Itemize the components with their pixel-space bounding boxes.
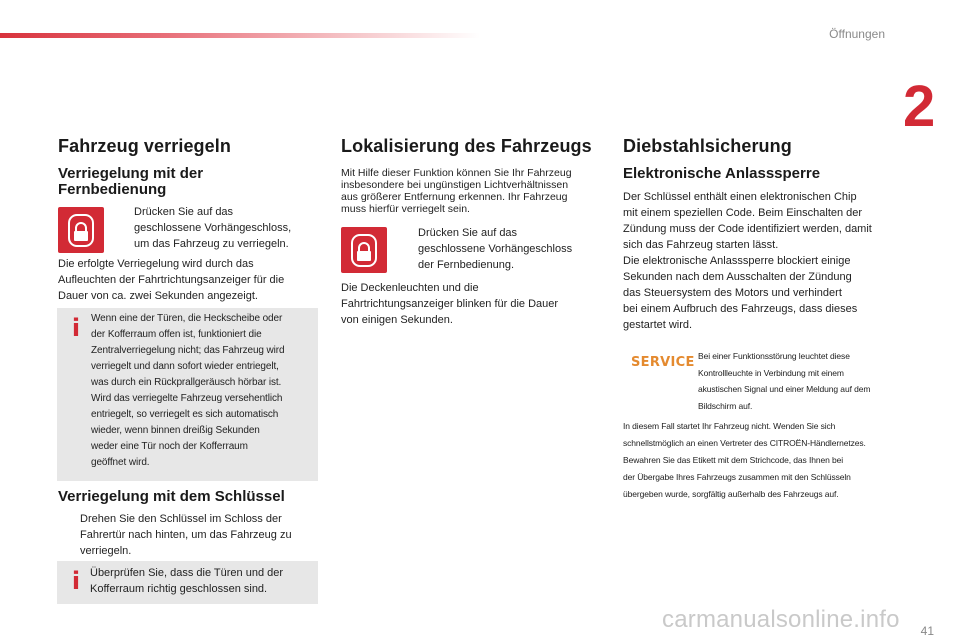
- subsection-title-remote: Verriegelung mit der Fernbedienung: [58, 165, 204, 198]
- info-box-doors-open: [57, 308, 318, 481]
- chapter-title: Öffnungen: [829, 27, 885, 41]
- service-warning-icon: SERVICE: [631, 355, 695, 370]
- service-warning-text: Bei einer Funktionsstörung leuchtet diese Kontrollleuchte in Verbindung mit einem akustischen Signal und einer Meldung auf dem Bildschirm auf.: [698, 351, 871, 411]
- section-title-lock: Fahrzeug verriegeln: [58, 136, 231, 156]
- info-box-check-doors: [57, 561, 318, 604]
- page-number: 41: [920, 624, 934, 638]
- info-text-check-doors: Überprüfen Sie, dass die Türen und der Kofferraum richtig geschlossen sind.: [90, 567, 284, 595]
- subsection-title-immobiliser: Elektronische Anlasssperre: [623, 165, 821, 182]
- watermark: carmanualsonline.info: [662, 606, 900, 633]
- chapter-number: 2: [903, 74, 936, 139]
- lock-remote-icon: [58, 207, 104, 253]
- subsection-title-key: Verriegelung mit dem Schlüssel: [58, 488, 285, 505]
- remote-lock-instruction: Drücken Sie auf das geschlossene Vorhängeschloss, um das Fahrzeug zu verriegeln.: [134, 206, 292, 250]
- lock-confirmation-text: Die erfolgte Verriegelung wird durch das Aufleuchten der Fahrtrichtungsanzeiger für die Dauer von ca. zwei Sekunden angezeigt.: [58, 258, 285, 302]
- info-icon: i: [71, 314, 81, 342]
- locate-intro-text: Mit Hilfe dieser Funktion können Sie Ihr Fahrzeug insbesondere bei ungünstigen Lichtverhältnissen aus größerer Entfernung erkennen. Ihr Fahrzeug muss hierfür verriegelt sein.: [341, 167, 572, 215]
- info-text-doors-open: Wenn eine der Türen, die Heckscheibe oder der Kofferraum offen ist, funktioniert die Zentralverriegelung nicht; das Fahrzeug wird verriegelt und dann sofort wieder entriegelt, was durch ein Rückprallgeräusch hörbar ist. Wird das verriegelte Fahrzeug versehentlich entriegelt, so verriegelt es sich automatisch wieder, wenn binnen dreißig Sekunden weder eine Tür noch der Kofferraum geöffnet wird.: [91, 313, 285, 468]
- immobiliser-text: Der Schlüssel enthält einen elektronischen Chip mit einem speziellen Code. Beim Einschalten der Zündung muss der Code identifiziert werden, damit sich das Fahrzeug starten lässt. Die elektronische Anlasssperre blockiert einige Sekunden nach dem Ausschalten der Zündung das Steuersystem des Motors und verhindert bei einem Aufbruch des Fahrzeugs, dass dieses gestartet wird.: [623, 191, 872, 331]
- key-lock-instruction: Drehen Sie den Schlüssel im Schloss der Fahrertür nach hinten, um das Fahrzeug zu verriegeln.: [80, 513, 292, 557]
- locate-instruction: Drücken Sie auf das geschlossene Vorhängeschloss der Fernbedienung.: [418, 227, 573, 271]
- header-accent-bar: [0, 33, 480, 38]
- immobiliser-footnote: In diesem Fall startet Ihr Fahrzeug nicht. Wenden Sie sich schnellstmöglich an einen Vertreter des CITROËN-Händlernetzes. Bewahren Sie das Etikett mit dem Strichcode, das Ihnen bei der Übergabe Ihres Fahrzeugs zusammen mit den Schlüsseln übergeben wurde, sorgfältig außerhalb des Fahrzeugs auf.: [623, 421, 866, 499]
- section-title-antitheft: Diebstahlsicherung: [623, 136, 792, 156]
- lock-remote-icon: [341, 227, 387, 273]
- section-title-locate: Lokalisierung des Fahrzeugs: [341, 136, 592, 156]
- locate-result-text: Die Deckenleuchten und die Fahrtrichtungsanzeiger blinken für die Dauer von einigen Sekunden.: [341, 282, 559, 326]
- info-icon: i: [71, 567, 81, 595]
